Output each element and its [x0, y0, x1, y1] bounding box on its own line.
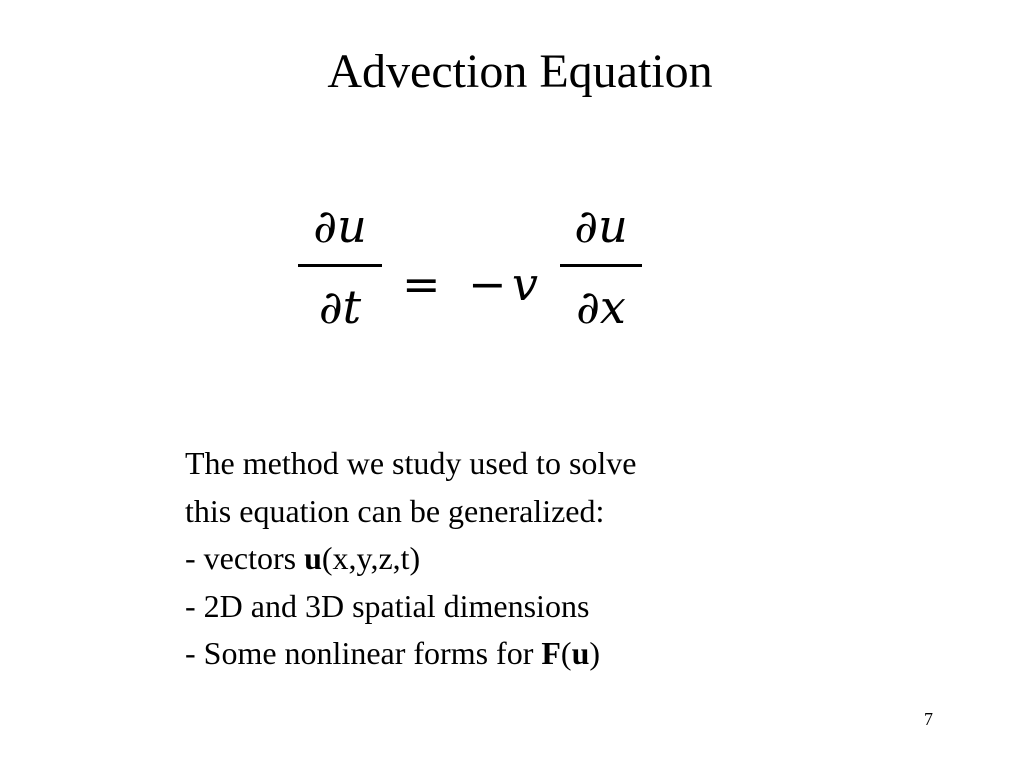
advection-equation [298, 196, 658, 356]
paren: ( [560, 635, 572, 671]
lhs-denominator [298, 277, 382, 337]
page-number: 7 [924, 709, 933, 729]
fraction-bar [298, 264, 382, 267]
bullet-text: (x,y,z,t) [321, 540, 421, 576]
partial-symbol: ∂ [574, 199, 599, 253]
variable-u: u [598, 199, 628, 253]
fraction-bar [560, 264, 642, 267]
lhs-fraction [298, 196, 382, 337]
body-line: The method we study used to solve [185, 445, 637, 481]
body-text [185, 440, 636, 678]
paren: ) [589, 635, 601, 671]
variable-u: u [337, 199, 367, 253]
partial-symbol: ∂ [313, 199, 338, 253]
bullet-text: - Some nonlinear forms for [185, 635, 542, 671]
lhs-numerator [298, 196, 382, 256]
bullet-dimensions: - 2D and 3D spatial dimensions [185, 587, 590, 624]
rhs-numerator [560, 196, 642, 256]
rhs-fraction [560, 196, 642, 337]
bullet-vectors [185, 535, 636, 583]
body-line: this equation can be generalized: [185, 492, 605, 529]
variable-x: x [599, 280, 626, 334]
variable-t: t [342, 280, 362, 334]
bold-F: F [541, 635, 561, 671]
coefficient-v: v [512, 257, 538, 311]
bullet-nonlinear [185, 630, 636, 678]
partial-symbol: ∂ [318, 280, 343, 334]
rhs-denominator [560, 277, 642, 337]
slide-title: Advection Equation [327, 45, 713, 98]
equals-sign: = [402, 257, 441, 311]
minus-sign: − [468, 257, 507, 311]
partial-symbol: ∂ [576, 280, 600, 334]
bold-vector-u: u [304, 540, 322, 576]
bullet-text: - vectors [185, 540, 305, 576]
bold-vector-u: u [571, 635, 590, 671]
